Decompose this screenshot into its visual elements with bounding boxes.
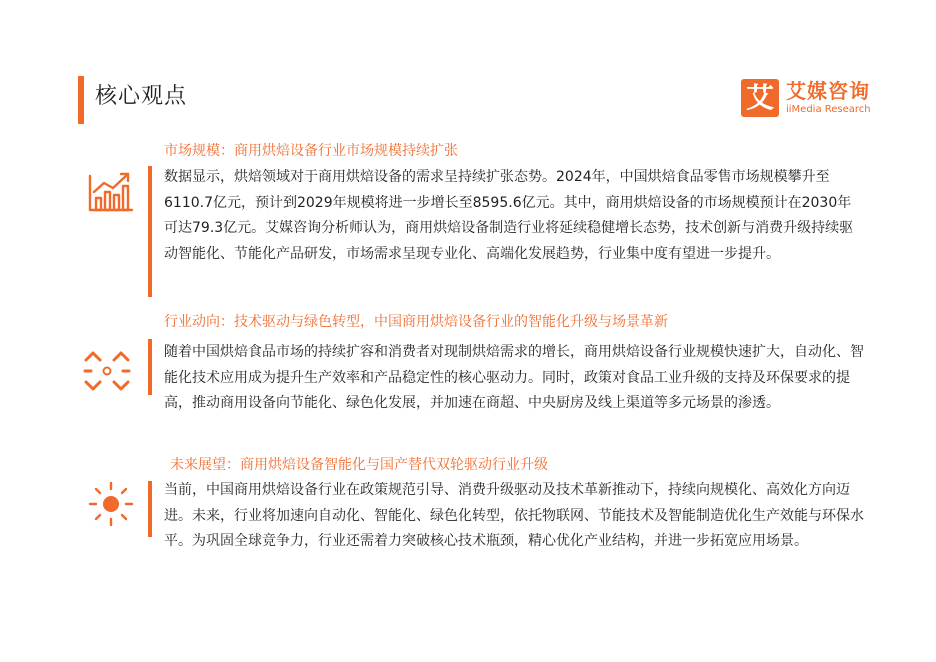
section-body-market-size: 数据显示，烘焙领域对于商用烘焙设备的需求呈持续扩张态势。2024年，中国烘焙食品零售市场规模攀升至6110.7亿元，预计到2029年规模将进一步增长至8595.6亿元。其中，商用烘焙设备的市场规模预计在2030年可达79.3亿元。艾媒咨询分析师认为，商用烘焙设备制造行业将延续稳健增长态势，技术创新与消费升级持续驱动智能化、节能化产品研发，市场需求呈现专业化、高端化发展趋势，行业集中度有望进一步提升。 [164,169,854,262]
page-title: 核心观点 [95,84,188,109]
logo-english-name: iiMedia Research [786,104,871,115]
section-accent-bar [148,339,152,395]
section-accent-bar [148,481,152,537]
chart-growth-icon [86,168,136,218]
section-accent-bar [148,166,152,297]
section-heading-outlook: 未来展望：商用烘焙设备智能化与国产替代双轮驱动行业升级 [170,457,548,473]
section-heading-industry-trend: 行业动向：技术驱动与绿色转型，中国商用烘焙设备行业的智能化升级与场景革新 [164,314,668,330]
logo-chinese-name: 艾媒咨询 [786,79,870,103]
section-heading-market-size: 市场规模：商用烘焙设备行业市场规模持续扩张 [164,143,458,159]
title-accent-bar [78,76,84,124]
expand-arrows-icon [82,346,132,396]
sun-icon [86,479,136,529]
company-logo [741,79,881,121]
logo-mark: 艾 [741,79,779,117]
section-body-outlook: 当前，中国商用烘焙设备行业在政策规范引导、消费升级驱动及技术革新推动下，持续向规模化、高效化方向迈进。未来，行业将加速向自动化、智能化、绿色化转型，依托物联网、节能技术及智能制造优化生产效能与环保水平。为巩固全球竞争力，行业还需着力突破核心技术瓶颈，精心优化产业结构，并进一步拓宽应用场景。 [164,482,864,549]
section-body-industry-trend: 随着中国烘焙食品市场的持续扩容和消费者对现制烘焙需求的增长，商用烘焙设备行业规模快速扩大，自动化、智能化技术应用成为提升生产效率和产品稳定性的核心驱动力。同时，政策对食品工业升级的支持及环保要求的提高，推动商用设备向节能化、绿色化发展，并加速在商超、中央厨房及线上渠道等多元场景的渗透。 [164,344,864,411]
